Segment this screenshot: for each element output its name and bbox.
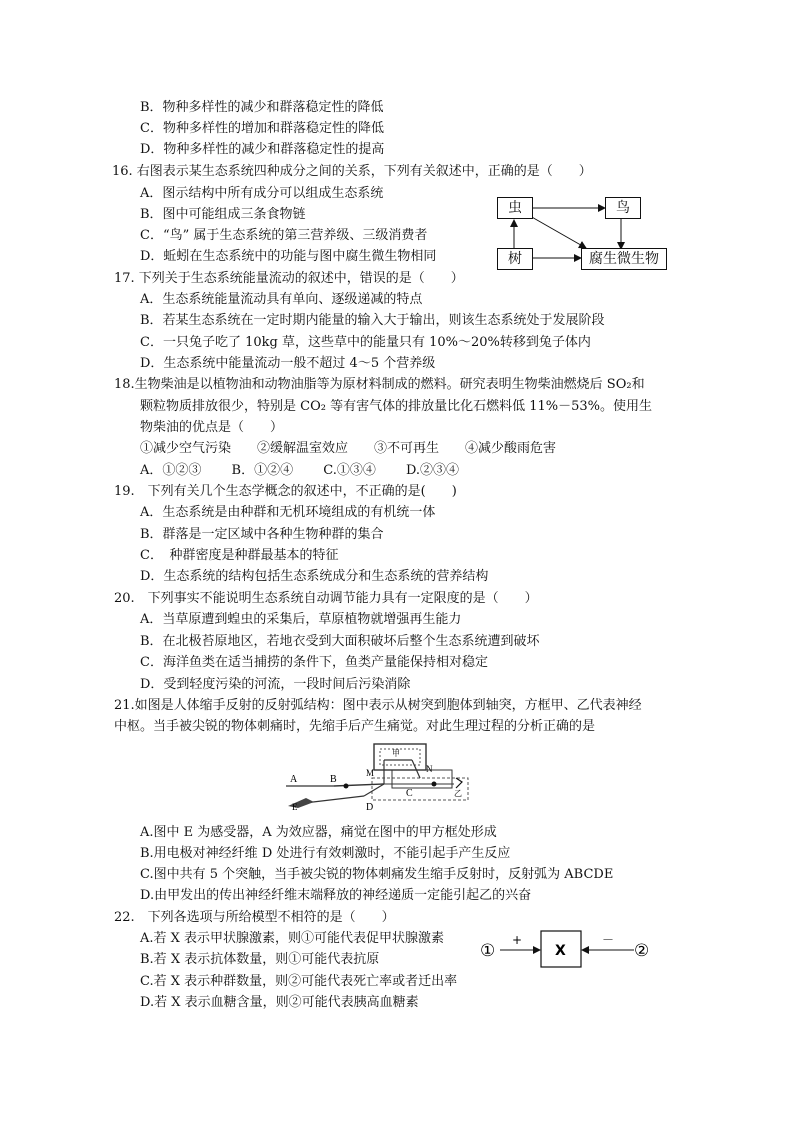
q16-option-c: C．“鸟” 属于生态系统的第三营养级、三级消费者 — [140, 228, 428, 243]
q17-option-a: A．生态系统能量流动具有单向、逐级递减的特点 — [140, 292, 423, 307]
q19-option-b: B．群落是一定区域中各种生物种群的集合 — [140, 527, 384, 542]
label-A: A — [290, 774, 298, 785]
q18-choices: A．①②③ B．①②④ C.①③④ D.②③④ — [140, 463, 460, 478]
q15-option-c: C．物种多样性的增加和群落稳定性的降低 — [140, 121, 384, 136]
q16-option-b: B．图中可能组成三条食物链 — [140, 207, 306, 222]
label-M: M — [366, 768, 375, 778]
q22-option-b: B.若 X 表示抗体数量，则①可能代表抗原 — [140, 952, 380, 967]
q16-option-a: A．图示结构中所有成分可以组成生态系统 — [140, 186, 384, 201]
q20-stem: 20. 下列事实不能说明生态系统自动调节能力具有一定限度的是（ ） — [114, 591, 538, 606]
q21-option-c: C.图中共有 5 个突触，当手被尖锐的物体刺痛发生缩手反射时，反射弧为 ABCDE — [140, 867, 614, 882]
q22-stem: 22. 下列各选项与所给模型不相符的是（ ） — [114, 910, 395, 925]
feedback-model-diagram — [478, 928, 656, 972]
q20-option-b: B．在北极苔原地区，若地衣受到大面积破坏后整个生态系统遭到破坏 — [140, 634, 540, 649]
q18-items: ①减少空气污染 ②缓解温室效应 ③不可再生 ④减少酸雨危害 — [140, 441, 557, 456]
node-decomposer: 腐生微生物 — [581, 248, 667, 270]
q22-option-d: D.若 X 表示血糖含量，则②可能代表胰高血糖素 — [140, 995, 419, 1010]
q19-option-d: D．生态系统的结构包括生态系统成分和生态系统的营养结构 — [140, 569, 489, 584]
label-D: D — [366, 802, 374, 813]
label-C: C — [406, 788, 413, 799]
q20-option-a: A．当草原遭到蝗虫的采集后，草原植物就增强再生能力 — [140, 612, 462, 627]
q15-option-b: B．物种多样性的减少和群落稳定性的降低 — [140, 100, 384, 115]
q16-option-d: D．蚯蚓在生态系统中的功能与图中腐生微生物相同 — [140, 249, 437, 264]
q16-stem: 16. 右图表示某生态系统四种成分之间的关系，下列有关叙述中，正确的是（ ） — [112, 164, 592, 179]
q18-stem-line2: 颗粒物质排放很少，特别是 CO₂ 等有害气体的排放量比化石燃料低 11%－53%。使用生 — [140, 399, 653, 414]
label-jia: 甲 — [392, 749, 400, 758]
q20-option-c: C．海洋鱼类在适当捕捞的条件下，鱼类产量能保持相对稳定 — [140, 655, 488, 670]
q21-stem-line1: 21.如图是人体缩手反射的反射弧结构：图中表示从树突到胞体到轴突，方框甲、乙代表神经 — [114, 698, 642, 713]
q17-stem: 17. 下列关于生态系统能量流动的叙述中，错误的是（ ） — [114, 271, 464, 286]
label-E: E — [292, 802, 298, 812]
label-B: B — [330, 774, 337, 785]
model-minus-sign: － — [602, 933, 615, 947]
q17-option-b: B．若某生态系统在一定时期内能量的输入大于输出，则该生态系统处于发展阶段 — [140, 313, 605, 328]
q15-option-d: D．物种多样性的减少和群落稳定性的提高 — [140, 142, 385, 157]
q19-stem: 19. 下列有关几个生态学概念的叙述中，不正确的是( ) — [114, 484, 457, 499]
label-yi: 乙 — [454, 789, 462, 798]
q18-stem-line3: 物柴油的优点是（ ） — [140, 420, 284, 435]
q21-stem-line2: 中枢。当手被尖锐的物体刺痛时，先缩手后产生痛觉。对此生理过程的分析正确的是 — [114, 719, 596, 734]
q19-option-a: A．生态系统是由种群和无机环境组成的有机统一体 — [140, 505, 436, 520]
model-plus-sign: + — [512, 933, 523, 947]
neuron-body-c — [432, 782, 437, 787]
neuron-body-b — [344, 784, 349, 789]
q22-option-a: A.若 X 表示甲状腺激素，则①可能代表促甲状腺激素 — [140, 931, 445, 946]
q20-option-d: D．受到轻度污染的河流，一段时间后污染消除 — [140, 677, 411, 692]
node-bird: 鸟 — [605, 197, 641, 219]
node-tree: 树 — [497, 248, 533, 270]
label-N: N — [426, 764, 433, 774]
q17-option-c: C．一只兔子吃了 10kg 草，这些草中的能量只有 10%～20%转移到兔子体内 — [140, 335, 591, 350]
q22-option-c: C.若 X 表示种群数量，则②可能代表死亡率或者迁出率 — [140, 974, 458, 989]
model-input-1: ① — [480, 941, 496, 961]
model-center-x: X — [555, 943, 566, 959]
q18-stem-line1: 18.生物柴油是以植物油和动物油脂等为原材料制成的燃料。研究表明生物柴油燃烧后 SO₂和 — [114, 377, 645, 392]
node-insect: 虫 — [497, 197, 533, 219]
q21-option-b: B.用电极对神经纤维 D 处进行有效刺激时，不能引起手产生反应 — [140, 846, 511, 861]
q17-option-d: D．生态系统中能量流动一般不超过 4～5 个营养级 — [140, 356, 436, 371]
q21-option-a: A.图中 E 为感受器，A 为效应器，痛觉在图中的甲方框处形成 — [140, 825, 497, 840]
reflex-arc-diagram — [284, 742, 474, 813]
model-input-2: ② — [634, 941, 650, 961]
q21-option-d: D.由甲发出的传出神经纤维末端释放的神经递质一定能引起乙的兴奋 — [140, 888, 532, 903]
q19-option-c: C． 种群密度是种群最基本的特征 — [140, 548, 339, 563]
